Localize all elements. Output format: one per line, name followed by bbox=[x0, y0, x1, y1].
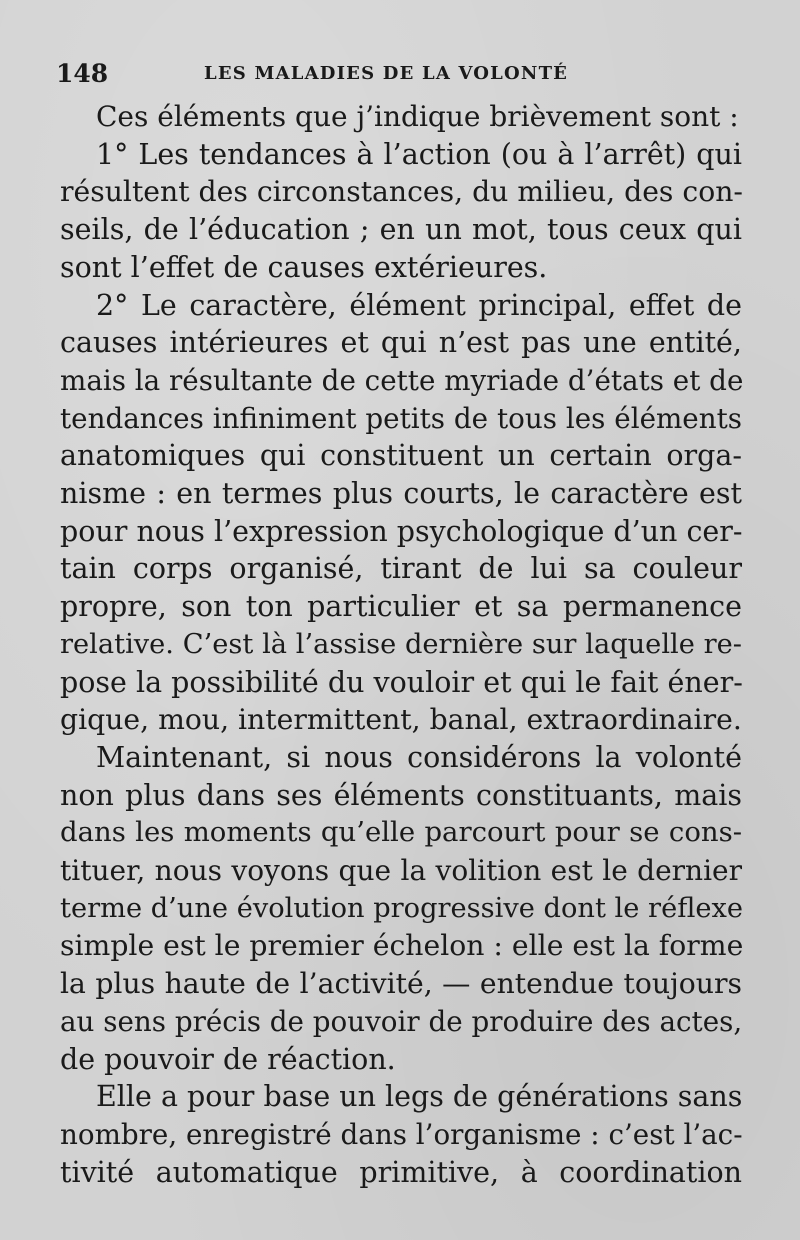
text-line: anatomiques qui constituent un certain orga- bbox=[60, 439, 742, 473]
text-line: au sens précis de pouvoir de produire des actes, bbox=[60, 1004, 743, 1038]
text-line: causes intérieures et qui n’est pas une entité, bbox=[60, 326, 742, 360]
text-line: propre, son ton particulier et sa permanence bbox=[60, 590, 742, 624]
text-line: dans les moments qu’elle parcourt pour se cons- bbox=[60, 816, 742, 849]
text-line: Ces éléments que j’indique brièvement sont : bbox=[96, 100, 739, 133]
text-line: tivité automatique primitive, à coordination bbox=[60, 1155, 742, 1189]
text-line: sont l’effet de causes extérieures. bbox=[60, 250, 548, 284]
text-line: tituer, nous voyons que la volition est le dernier bbox=[60, 854, 742, 888]
text-line: non plus dans ses éléments constituants, mais bbox=[60, 778, 742, 812]
text-line: terme d’une évolution progressive dont le réflexe bbox=[60, 892, 744, 924]
text-line: la plus haute de l’activité, — entendue toujours bbox=[60, 967, 742, 1001]
text-line: nombre, enregistré dans l’organisme : c’est l’ac- bbox=[60, 1117, 743, 1151]
text-line: nisme : en termes plus courts, le caractère est bbox=[60, 477, 742, 511]
text-line: tain corps organisé, tirant de lui sa couleur bbox=[60, 552, 742, 586]
text-line: relative. C’est là l’assise dernière sur laquelle re- bbox=[60, 628, 742, 660]
body-text bbox=[60, 98, 742, 1191]
text-line: 2° Le caractère, élément principal, effet de bbox=[96, 288, 742, 322]
page-number: 148 bbox=[56, 58, 109, 88]
text-line: de pouvoir de réaction. bbox=[60, 1042, 396, 1076]
text-line: pose la possibilité du vouloir et qui le fait éner- bbox=[60, 665, 743, 699]
text-line: mais la résultante de cette myriade d’états et de bbox=[60, 363, 744, 397]
text-line: 1° Les tendances à l’action (ou à l’arrêt) qui bbox=[96, 137, 742, 171]
text-line: Maintenant, si nous considérons la volonté bbox=[96, 740, 742, 774]
page-header bbox=[56, 56, 746, 90]
text-line: tendances infiniment petits de tous les éléments bbox=[60, 401, 742, 435]
text-line: résultent des circonstances, du milieu, des con- bbox=[60, 175, 743, 209]
text-line: pour nous l’expression psychologique d’un cer- bbox=[60, 514, 743, 548]
text-line: seils, de l’éducation ; en un mot, tous ceux qui bbox=[60, 213, 742, 247]
text-line: simple est le premier échelon : elle est la forme bbox=[60, 929, 744, 963]
text-line: Elle a pour base un legs de générations sans bbox=[96, 1080, 743, 1114]
text-line: gique, mou, intermittent, banal, extraordinaire. bbox=[60, 703, 742, 737]
running-title: LES MALADIES DE LA VOLONTÉ bbox=[204, 62, 569, 84]
